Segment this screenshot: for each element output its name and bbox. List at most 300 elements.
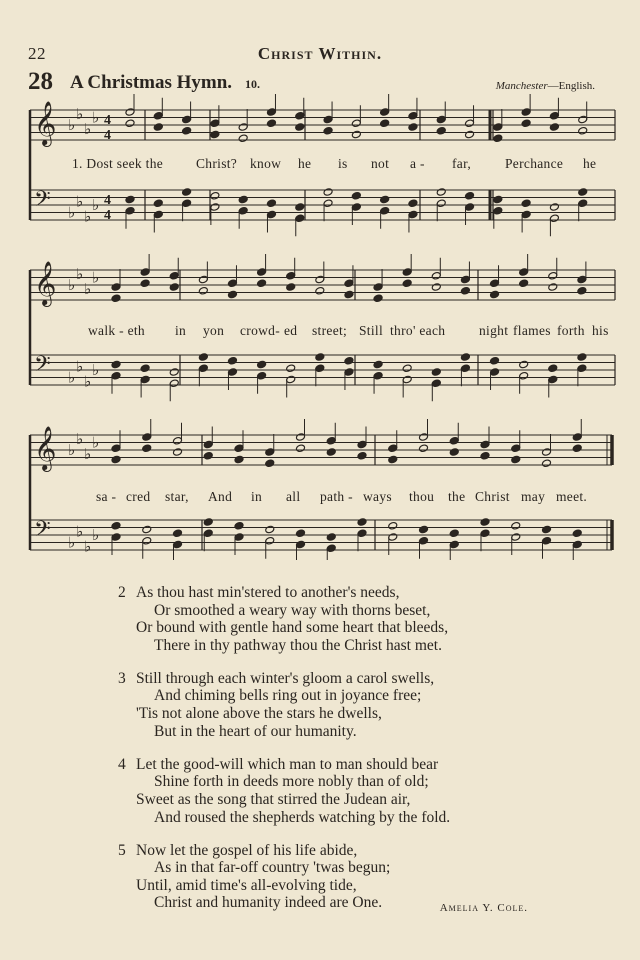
note-head [408,123,418,132]
note-head [265,448,275,457]
note-head [436,115,446,124]
stanza-line: But in the heart of our humanity. [154,722,357,740]
note-head [286,375,296,384]
note-head [238,134,248,143]
flat-sign: ♭ [84,207,92,226]
note-head [111,294,121,303]
note-head [493,195,503,204]
note-head [402,279,412,288]
note-head [521,210,531,219]
note-head [203,440,213,449]
note-head [296,529,306,538]
flat-sign: ♭ [84,444,92,463]
note-head [257,360,267,369]
note-head [431,271,441,280]
note-head [388,455,398,464]
note-head [323,188,333,197]
lyric-syllable: path - [320,489,353,504]
note-head [357,518,367,527]
note-head [460,286,470,295]
time-signature-bottom: 4 [104,208,111,223]
note-head [380,119,390,128]
stanza-line: As thou hast min'stered to another's needs, [136,584,400,601]
note-head [351,191,361,200]
note-head [490,279,500,288]
flat-sign: ♭ [92,361,100,379]
note-head [227,356,237,365]
note-head [344,368,354,377]
note-head [373,294,383,303]
note-head [548,283,558,292]
note-head [153,199,163,208]
note-head [436,126,446,135]
note-head [460,353,470,362]
lyric-syllable: all [286,489,301,504]
note-head [111,371,121,380]
note-head [380,195,390,204]
lyric-syllable: walk - eth [88,323,145,338]
note-head [203,518,213,527]
note-head [326,448,336,457]
flat-sign: ♭ [76,357,84,376]
stanza-line: And chiming bells ring out in joyance free; [154,687,422,705]
note-head [465,191,475,200]
lyric-syllable: flames [513,323,551,338]
note-head [295,214,305,223]
note-head [125,206,135,215]
treble-clef: 𝄞 [34,426,57,470]
note-head [238,123,248,132]
stanza-line: Shine forth in deeds more nobly than of old; [154,773,429,791]
note-head [286,364,296,373]
note-head [380,108,390,117]
note-head [542,536,552,545]
note-head [142,444,152,453]
note-head [402,364,412,373]
note-head [315,286,325,295]
lyric-syllable: ways [363,489,392,504]
note-head [402,375,412,384]
note-head [169,379,179,388]
note-head [265,459,275,468]
lyric-syllable: Christ? [196,156,238,171]
note-head [431,283,441,292]
note-head [449,529,459,538]
note-head [142,433,152,442]
note-head [266,108,276,117]
flat-sign: ♭ [76,104,84,123]
note-head [238,206,248,215]
note-head [344,279,354,288]
note-head [234,444,244,453]
note-head [388,444,398,453]
note-head [326,544,336,553]
additional-stanzas [118,584,538,928]
lyric-syllable: meet. [556,489,588,504]
stanza-line: And roused the shepherds watching by the fold. [154,808,451,826]
lyric-syllable: in [251,489,263,504]
treble-clef: 𝄞 [34,261,57,305]
flat-sign: ♭ [76,192,84,211]
note-head [266,199,276,208]
treble-clef: 𝄞 [34,101,57,145]
note-head [577,275,587,284]
note-head [173,448,183,457]
lyric-syllable: Still [359,323,384,338]
lyric-syllable: sa - [96,489,117,504]
note-head [480,440,490,449]
flat-sign: ♭ [92,196,100,214]
note-head [460,364,470,373]
lyric-syllable: 1. Dost seek the [72,156,164,171]
note-head [173,436,183,445]
note-head [203,451,213,460]
note-head [198,286,208,295]
note-head [351,130,361,139]
note-head [198,353,208,362]
note-head [169,271,179,280]
note-head [380,206,390,215]
time-signature-bottom: 4 [104,128,111,143]
note-head [351,203,361,212]
note-head [295,111,305,120]
note-head [431,368,441,377]
note-head [227,279,237,288]
note-head [182,126,192,135]
lyric-syllable: And [208,489,233,504]
tune-origin: —English. [547,80,595,92]
note-head [572,529,582,538]
lyric-syllable: not [371,156,390,171]
lyric-syllable: street; [312,323,348,338]
lyric-syllable: night [479,323,509,338]
note-head [140,279,150,288]
flat-sign: ♭ [68,533,76,552]
lyric-syllable: he [583,156,597,171]
note-head [542,448,552,457]
note-head [549,203,559,212]
bass-clef: 𝄢 [34,517,51,547]
note-head [142,536,152,545]
note-head [173,529,183,538]
note-head [326,436,336,445]
note-head [373,360,383,369]
note-head [257,371,267,380]
note-head [296,433,306,442]
note-head [323,199,333,208]
flat-sign: ♭ [76,522,84,541]
note-head [153,210,163,219]
lyric-syllable: know [250,156,282,171]
note-head [548,271,558,280]
note-head [519,268,529,277]
note-head [125,108,135,117]
note-head [548,364,558,373]
note-head [234,521,244,530]
flat-sign: ♭ [92,268,100,287]
note-head [419,444,429,453]
note-head [572,540,582,549]
bass-clef: 𝄢 [34,352,51,382]
note-head [480,529,490,538]
note-head [257,268,267,277]
stanza-line: 'Tis not alone above the stars he dwells, [136,705,382,723]
note-head [449,448,459,457]
note-head [548,375,558,384]
lyric-syllable: Perchance [505,156,564,171]
flat-sign: ♭ [68,368,76,387]
note-head [519,360,529,369]
note-head [408,111,418,120]
note-head [577,353,587,362]
note-head [465,130,475,139]
note-head [198,364,208,373]
note-head [519,279,529,288]
note-head [493,123,503,132]
lyric-syllable: he [298,156,312,171]
note-head [111,521,121,530]
stanza-number: 4 [118,755,126,773]
note-head [142,525,152,534]
stanza-4 [118,756,538,826]
flat-sign: ♭ [84,537,92,556]
note-head [388,521,398,530]
stanza-line: Sweet as the song that stirred the Judean air, [136,790,411,808]
note-head [315,364,325,373]
note-head [315,353,325,362]
note-head [111,533,121,542]
note-head [578,199,588,208]
hymn-author: Amelia Y. Cole. [439,902,528,914]
stanza-line: Now let the gospel of his life abide, [136,841,358,859]
time-signature-top: 4 [104,113,111,128]
note-head [521,119,531,128]
note-head [373,283,383,292]
flat-sign: ♭ [84,279,92,298]
note-head [265,525,275,534]
stanza-line: Still through each winter's gloom a carol swells, [136,669,435,687]
note-head [460,275,470,284]
note-head [266,210,276,219]
note-head [465,119,475,128]
flat-sign: ♭ [92,108,100,127]
note-head [549,214,559,223]
lyric-syllable: star, [165,489,189,504]
note-head [542,525,552,534]
note-head [140,364,150,373]
note-head [480,451,490,460]
note-head [323,126,333,135]
stanza-line: Until, amid time's all-evolving tide, [136,876,357,894]
note-head [140,375,150,384]
note-head [173,540,183,549]
note-head [140,268,150,277]
note-head [577,364,587,373]
note-head [431,379,441,388]
note-head [295,123,305,132]
lyric-syllable: ed [284,323,298,338]
note-head [578,126,588,135]
note-head [125,195,135,204]
note-head [169,283,179,292]
note-head [493,206,503,215]
stanza-line: Let the good-will which man to man should bear [136,755,439,773]
note-head [296,540,306,549]
note-head [169,368,179,377]
note-head [266,119,276,128]
note-head [388,533,398,542]
note-head [480,518,490,527]
note-head [578,115,588,124]
note-head [436,188,446,197]
note-head [357,440,367,449]
note-head [210,119,220,128]
note-head [402,268,412,277]
note-head [357,529,367,538]
stanza-line: As in that far-off country 'twas begun; [154,859,391,877]
stanza-line: Or smoothed a weary way with thorns beset, [154,601,431,619]
note-head [111,444,121,453]
note-head [344,356,354,365]
note-head [125,119,135,128]
hymn-title: A Christmas Hymn. [70,72,233,93]
flat-sign: ♭ [76,264,84,283]
note-head [257,279,267,288]
note-head [519,371,529,380]
stanza-2 [118,584,538,654]
note-head [227,290,237,299]
note-head [436,199,446,208]
lyric-syllable: Christ [475,489,510,504]
flat-sign: ♭ [92,526,100,544]
note-head [198,275,208,284]
page-number: 22 [28,44,46,63]
note-head [373,371,383,380]
note-head [419,525,429,534]
note-head [295,203,305,212]
flat-sign: ♭ [68,276,76,294]
lyric-syllable: forth [557,323,585,338]
flat-sign: ♭ [68,203,76,222]
note-head [286,271,296,280]
note-head [511,533,521,542]
stanza-number: 3 [118,669,126,687]
note-head [542,459,552,468]
lyric-syllable: may [521,489,546,504]
note-head [490,356,500,365]
note-head [344,290,354,299]
running-head: Christ Within. [257,44,383,63]
flat-sign: ♭ [84,372,92,391]
stanza-line: Christ and humanity indeed are One. [154,894,383,912]
note-head [210,130,220,139]
note-head [153,123,163,132]
flat-sign: ♭ [68,116,76,134]
lyric-syllable: cred [126,489,151,504]
lyric-syllable: in [175,323,187,338]
stanza-number: 2 [118,584,126,601]
lyric-syllable: a - [410,156,425,171]
stanza-number: 5 [118,841,126,859]
flat-sign: ♭ [68,441,76,459]
lyric-syllable: thro' each [390,323,446,338]
note-head [493,134,503,143]
hymn-number: 28 [28,68,53,95]
note-head [286,283,296,292]
time-signature-top: 4 [104,193,111,208]
lyric-syllable: the [448,489,466,504]
note-head [153,111,163,120]
hymn-meter: 10. [245,77,260,91]
note-head [549,123,559,132]
note-head [408,199,418,208]
note-head [577,286,587,295]
note-head [521,108,531,117]
stanza-3 [118,670,538,740]
note-head [210,191,220,200]
note-head [227,368,237,377]
note-head [326,533,336,542]
flat-sign: ♭ [92,433,100,452]
note-head [203,529,213,538]
note-head [296,444,306,453]
note-head [465,203,475,212]
flat-sign: ♭ [84,119,92,138]
note-head [511,444,521,453]
note-head [238,195,248,204]
note-head [210,203,220,212]
lyric-syllable: his [592,323,609,338]
lyric-syllable: far, [452,156,472,171]
note-head [490,290,500,299]
note-head [182,115,192,124]
note-head [111,283,121,292]
note-head [182,188,192,197]
note-head [490,368,500,377]
note-head [234,455,244,464]
lyric-syllable: thou [409,489,435,504]
lyric-syllable: is [338,156,348,171]
note-head [265,536,275,545]
note-head [549,111,559,120]
note-head [578,188,588,197]
note-head [572,433,582,442]
lyric-syllable: yon [203,323,225,338]
note-head [521,199,531,208]
tune-name: Manchester [495,80,548,92]
note-head [419,433,429,442]
note-head [511,455,521,464]
note-head [323,115,333,124]
note-head [351,119,361,128]
note-head [315,275,325,284]
note-head [572,444,582,453]
lyric-syllable: crowd- [240,323,281,338]
note-head [182,199,192,208]
stanza-line: There in thy pathway thou the Christ hast met. [154,636,442,654]
note-head [408,210,418,219]
stanza-line: Or bound with gentle hand some heart that bleeds, [136,619,449,637]
note-head [357,451,367,460]
note-head [449,436,459,445]
flat-sign: ♭ [76,429,84,448]
note-head [511,521,521,530]
note-head [419,536,429,545]
note-head [111,455,121,464]
note-head [111,360,121,369]
note-head [449,540,459,549]
note-head [234,533,244,542]
